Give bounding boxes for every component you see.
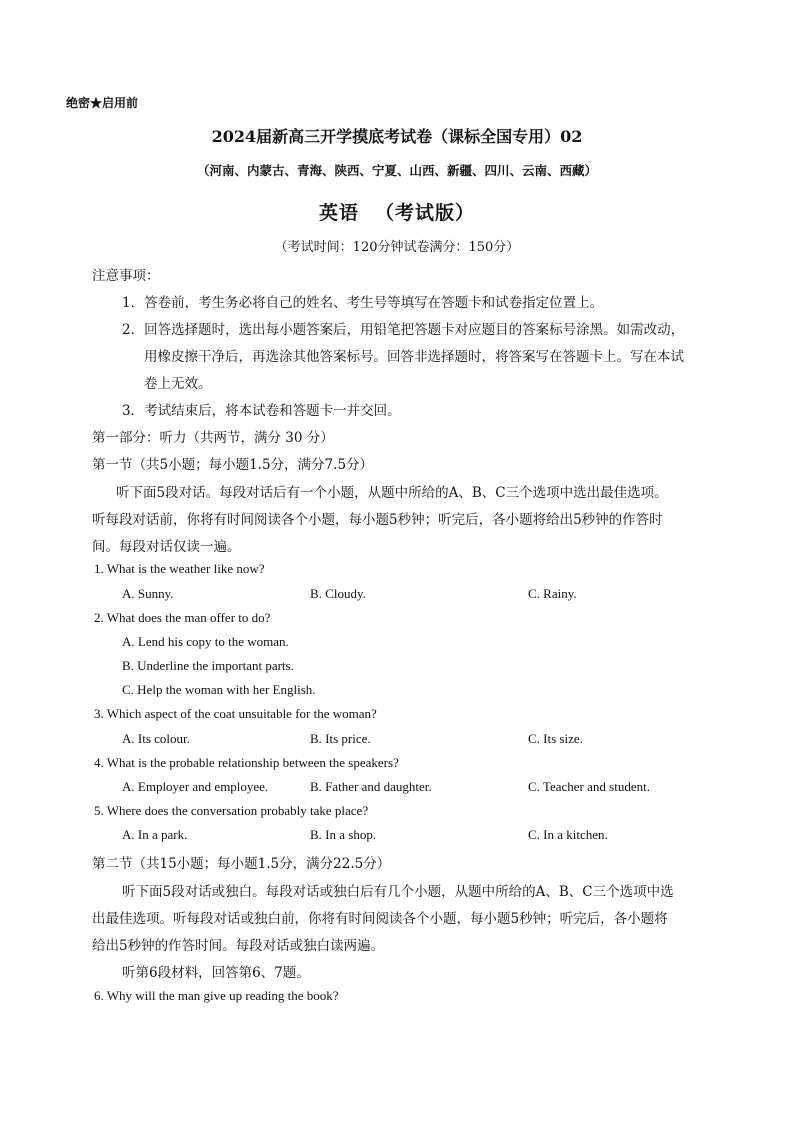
question-1-option-c: C. Rainy.: [528, 586, 577, 601]
notes-heading: 注意事项：: [92, 268, 160, 284]
question-6-stem: 6. Why will the man give up reading the book?: [94, 988, 339, 1003]
question-2-option-b: B. Underline the important parts.: [122, 658, 294, 673]
question-2-option-a: A. Lend his copy to the woman.: [122, 634, 289, 649]
question-5-option-b: B. In a shop.: [310, 827, 377, 842]
question-3-option-a: A. Its colour.: [122, 731, 190, 746]
note-item-2-line-3: 卷上无效。: [144, 376, 212, 392]
note-item-3: 3．考试结束后，将本试卷和答题卡一并交回。: [122, 403, 401, 419]
question-5-stem: 5. Where does the conversation probably take place?: [94, 803, 369, 818]
section2-heading: 第二节（共15小题；每小题1.5分，满分22.5分）: [92, 856, 391, 872]
question-1-stem: 1. What is the weather like now?: [94, 561, 265, 576]
section1-heading: 第一节（共5小题；每小题1.5分，满分7.5分）: [92, 457, 374, 473]
question-5-option-a: A. In a park.: [122, 827, 188, 842]
exam-version: （考试版）: [375, 202, 476, 224]
section2-instruction-line-2: 出最佳选项。听每段对话或独白前，你将有时间阅读各个小题，每小题5秒钟；听完后，各小题将: [92, 911, 668, 927]
section2-instruction-line-1: 听下面5段对话或独白。每段对话或独白后有几个小题，从题中所给的A、B、C三个选项中选: [122, 884, 674, 900]
section2-instruction-line-3: 给出5秒钟的作答时间。每段对话或独白读两遍。: [92, 938, 385, 954]
question-4-option-a: A. Employer and employee.: [122, 779, 269, 794]
confidential-label: 绝密★启用前: [66, 96, 139, 110]
question-1-option-b: B. Cloudy.: [310, 586, 366, 601]
section1-instruction-line-1: 听下面5段对话。每段对话后有一个小题，从题中所给的A、B、C三个选项中选出最佳选项。: [116, 485, 668, 501]
question-4-option-b: B. Father and daughter.: [310, 779, 432, 794]
exam-title: 2024届新高三开学摸底考试卷（课标全国专用）02: [211, 127, 583, 146]
exam-time-info: （考试时间：120分钟试卷满分：150分）: [274, 240, 520, 255]
question-3-stem: 3. Which aspect of the coat unsuitable for the woman?: [94, 706, 377, 721]
note-item-2-line-2: 用橡皮擦干净后，再选涂其他答案标号。回答非选择题时，将答案写在答题卡上。写在本试: [144, 349, 684, 365]
question-4-option-c: C. Teacher and student.: [528, 779, 650, 794]
question-5-option-c: C. In a kitchen.: [528, 827, 608, 842]
subject-name: 英语: [318, 202, 359, 224]
regions-list: （河南、内蒙古、青海、陕西、宁夏、山西、新疆、四川、云南、西藏）: [196, 163, 597, 178]
note-item-2-line-1: 2．回答选择题时，选出每小题答案后，用铅笔把答题卡对应题目的答案标号涂黑。如需改动，: [122, 322, 685, 338]
question-4-stem: 4. What is the probable relationship between the speakers?: [94, 755, 399, 770]
section1-instruction-line-2: 听每段对话前，你将有时间阅读各个小题，每小题5秒钟；听完后，各小题将给出5秒钟的作答时: [92, 512, 663, 528]
question-3-option-b: B. Its price.: [310, 731, 371, 746]
part1-heading: 第一部分：听力（共两节，满分 30 分）: [92, 430, 334, 446]
section1-instruction-line-3: 间。每段对话仅读一遍。: [92, 539, 241, 555]
question-2-option-c: C. Help the woman with her English.: [122, 682, 316, 697]
question-1-option-a: A. Sunny.: [122, 586, 174, 601]
subject-heading: [0, 198, 794, 225]
question-2-stem: 2. What does the man offer to do?: [94, 610, 271, 625]
note-item-1: 1．答卷前，考生务必将自己的姓名、考生号等填写在答题卡和试卷指定位置上。: [122, 295, 604, 311]
material-6-instruction: 听第6段材料，回答第6、7题。: [122, 965, 310, 981]
question-3-option-c: C. Its size.: [528, 731, 583, 746]
